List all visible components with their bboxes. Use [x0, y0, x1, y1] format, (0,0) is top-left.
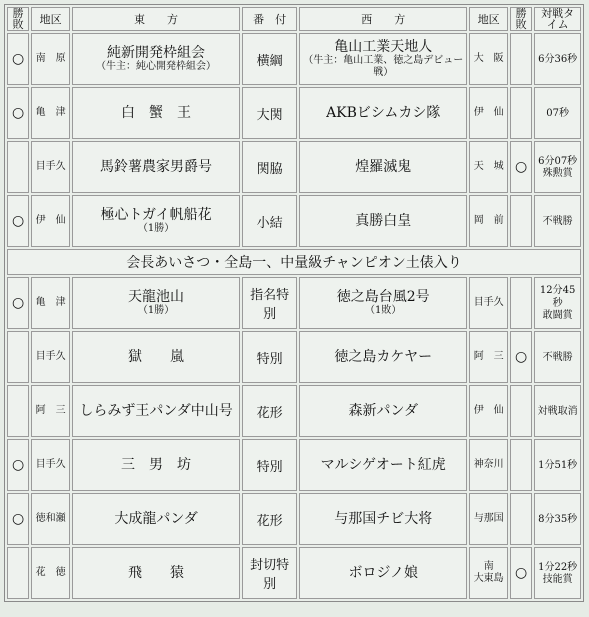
bout-time-text: 1分51秒 — [538, 459, 578, 471]
bout-time-note: 殊勲賞 — [542, 167, 573, 179]
area-east-text: 亀 津 — [35, 107, 66, 118]
result-east — [7, 493, 29, 545]
area-east — [31, 385, 70, 437]
east-bull-text: 天龍池山 — [128, 288, 185, 305]
result-east — [7, 87, 29, 139]
west-bull-text: マルシゲオート紅虎 — [320, 456, 446, 473]
result-west — [510, 141, 532, 193]
west-bull — [299, 439, 467, 491]
west-bull-text: 徳之島カケヤー — [334, 348, 433, 365]
result-east — [7, 195, 29, 247]
bout-time-text: 不戦勝 — [542, 351, 573, 363]
rank-text: 横綱 — [256, 53, 283, 69]
result-east-text: ○ — [12, 295, 25, 311]
west-bull-text: AKBビシムカシ隊 — [326, 104, 441, 121]
bout-time — [534, 33, 581, 85]
rank — [242, 385, 297, 437]
rank-text: 大関 — [256, 107, 283, 123]
area-east — [31, 331, 70, 383]
bout-row — [7, 385, 581, 437]
bout-row — [7, 141, 581, 193]
area-west — [469, 195, 508, 247]
header-time: 対戦タイム — [534, 7, 581, 31]
west-bull — [299, 195, 467, 247]
east-bull-text: 極心トガイ帆船花 — [100, 206, 212, 223]
east-bull-note: （1勝） — [137, 222, 175, 234]
area-east-text: 目手久 — [35, 351, 66, 362]
result-west — [510, 195, 532, 247]
west-bull-text: 煌羅滅鬼 — [355, 158, 412, 175]
result-west — [510, 385, 532, 437]
rank-text: 花形 — [256, 513, 283, 529]
area-west-text: 南 大東島 — [473, 561, 504, 584]
area-east-text: 目手久 — [35, 459, 66, 470]
east-bull — [72, 141, 240, 193]
area-east — [31, 439, 70, 491]
east-bull — [72, 547, 240, 599]
east-bull-text: しらみず王パンダ中山号 — [79, 402, 233, 419]
area-west-text: 伊 仙 — [473, 107, 504, 118]
east-bull — [72, 33, 240, 85]
rank-text: 小結 — [256, 215, 283, 231]
bout-time-text: 6分36秒 — [538, 53, 578, 65]
east-bull — [72, 493, 240, 545]
west-bull — [299, 33, 467, 85]
bout-time-note: 技能賞 — [542, 573, 573, 585]
area-west — [469, 331, 508, 383]
bout-time — [534, 141, 581, 193]
result-west — [510, 33, 532, 85]
header-east: 東 方 — [72, 7, 240, 31]
area-west-text: 目手久 — [473, 297, 504, 308]
bout-row — [7, 195, 581, 247]
rank-text: 特別 — [256, 459, 283, 475]
result-east-text: ○ — [12, 105, 25, 121]
header-result-west: 勝敗 — [510, 7, 532, 31]
west-bull — [299, 385, 467, 437]
rank — [242, 331, 297, 383]
result-west — [510, 87, 532, 139]
bout-row — [7, 331, 581, 383]
west-bull-text: 亀山工業天地人 — [334, 38, 433, 55]
area-east — [31, 547, 70, 599]
east-bull-text: 獄 嵐 — [128, 348, 185, 365]
area-east-text: 目手久 — [35, 161, 66, 172]
area-east — [31, 195, 70, 247]
area-west — [469, 493, 508, 545]
area-west — [469, 439, 508, 491]
result-east-text: ○ — [12, 511, 25, 527]
bout-results-table — [4, 4, 584, 602]
bout-time-text: 8分35秒 — [538, 513, 578, 525]
bout-row — [7, 277, 581, 329]
result-east-text: ○ — [12, 213, 25, 229]
bout-time-note: 敢闘賞 — [542, 310, 573, 321]
bout-time — [534, 439, 581, 491]
bout-time-text: 1分22秒 — [538, 561, 578, 573]
result-east — [7, 547, 29, 599]
east-bull — [72, 385, 240, 437]
west-bull-text: 真勝白皇 — [355, 212, 412, 229]
result-east — [7, 385, 29, 437]
rank-text: 花形 — [256, 405, 283, 421]
west-bull-text: ボロジノ娘 — [348, 564, 418, 581]
result-east-text: ○ — [12, 51, 25, 67]
result-east — [7, 33, 29, 85]
header-west: 西 方 — [299, 7, 467, 31]
east-bull-text: 馬鈴薯農家男爵号 — [100, 158, 213, 175]
bout-time-text: 07秒 — [546, 107, 569, 119]
east-bull — [72, 331, 240, 383]
rank — [242, 87, 297, 139]
area-west — [469, 141, 508, 193]
banner-row — [7, 249, 581, 275]
rank — [242, 277, 297, 329]
area-west-text: 伊 仙 — [473, 405, 504, 416]
east-bull — [72, 439, 240, 491]
west-bull — [299, 141, 467, 193]
area-east — [31, 141, 70, 193]
area-east-text: 伊 仙 — [35, 215, 66, 226]
area-east — [31, 277, 70, 329]
area-east — [31, 33, 70, 85]
ceremony-banner: 会長あいさつ・全島一、中量級チャンピオン土俵入り — [7, 249, 581, 275]
east-bull-text: 三 男 坊 — [121, 456, 192, 473]
rank — [242, 439, 297, 491]
bout-time — [534, 87, 581, 139]
result-west — [510, 439, 532, 491]
area-east — [31, 87, 70, 139]
bout-time — [534, 385, 581, 437]
area-west-text: 与那国 — [473, 513, 504, 524]
area-east-text: 阿 三 — [35, 405, 66, 416]
header-area-west: 地区 — [469, 7, 508, 31]
area-west — [469, 277, 508, 329]
west-bull — [299, 277, 467, 329]
area-west — [469, 87, 508, 139]
result-east-text: ○ — [12, 457, 25, 473]
east-bull — [72, 87, 240, 139]
west-bull — [299, 493, 467, 545]
area-west-text: 岡 前 — [473, 215, 504, 226]
west-bull — [299, 547, 467, 599]
rank — [242, 195, 297, 247]
result-west-text: ○ — [515, 565, 528, 581]
bout-time — [534, 547, 581, 599]
header-rank: 番 付 — [242, 7, 297, 31]
area-east-text: 徳和瀬 — [35, 513, 66, 524]
rank — [242, 547, 297, 599]
east-bull-text: 純新開発枠組会 — [107, 44, 206, 61]
bout-row — [7, 493, 581, 545]
result-west — [510, 493, 532, 545]
bout-time — [534, 493, 581, 545]
rank-text: 特別 — [256, 351, 283, 367]
bout-time-text: 6分07秒 — [538, 155, 578, 167]
bout-time — [534, 195, 581, 247]
west-bull — [299, 331, 467, 383]
bout-row — [7, 33, 581, 85]
east-bull-note: （牛主：純心開発枠組会） — [96, 60, 217, 72]
header-area-east: 地区 — [31, 7, 70, 31]
result-west — [510, 331, 532, 383]
area-east-text: 亀 津 — [35, 297, 66, 308]
area-west-text: 阿 三 — [473, 351, 504, 362]
rank-text: 封切特別 — [250, 558, 290, 592]
result-east — [7, 439, 29, 491]
area-west — [469, 33, 508, 85]
west-bull-text: 森新パンダ — [348, 402, 418, 419]
result-west-text: ○ — [515, 159, 528, 175]
area-west-text: 天 城 — [473, 161, 504, 172]
east-bull-text: 飛 猿 — [128, 564, 185, 581]
rank — [242, 493, 297, 545]
east-bull — [72, 195, 240, 247]
area-west — [469, 547, 508, 599]
bout-row — [7, 87, 581, 139]
result-west-text: ○ — [515, 349, 528, 365]
bout-time-text: 対戦取消 — [537, 405, 578, 417]
area-east-text: 花 徳 — [35, 567, 66, 578]
rank — [242, 33, 297, 85]
rank-text: 関脇 — [256, 161, 283, 177]
area-west-text: 大 阪 — [473, 53, 504, 64]
east-bull-note: （1勝） — [137, 304, 175, 316]
header-row — [7, 7, 581, 31]
header-result-east: 勝敗 — [7, 7, 29, 31]
result-east — [7, 141, 29, 193]
area-west-text: 神奈川 — [473, 459, 504, 470]
west-bull-note: （1敗） — [365, 304, 402, 316]
result-west — [510, 277, 532, 329]
result-east — [7, 331, 29, 383]
result-east — [7, 277, 29, 329]
result-west — [510, 547, 532, 599]
west-bull-text: 徳之島台風2号 — [336, 288, 430, 305]
east-bull — [72, 277, 240, 329]
west-bull-text: 与那国チビ大将 — [334, 510, 433, 527]
rank-text: 指名特別 — [250, 288, 290, 322]
rank — [242, 141, 297, 193]
west-bull — [299, 87, 467, 139]
east-bull-text: 白 蟹 王 — [121, 104, 192, 121]
bout-row — [7, 547, 581, 599]
bout-time — [534, 331, 581, 383]
east-bull-text: 大成龍パンダ — [114, 510, 198, 527]
bout-time — [534, 277, 581, 329]
area-east — [31, 493, 70, 545]
bout-time-text: 12分45秒 — [539, 285, 576, 309]
area-east-text: 南 原 — [35, 53, 66, 64]
west-bull-note: （牛主：亀山工業、徳之島デビュー戦） — [303, 54, 464, 78]
bout-row — [7, 439, 581, 491]
bout-time-text: 不戦勝 — [542, 215, 573, 227]
area-west — [469, 385, 508, 437]
